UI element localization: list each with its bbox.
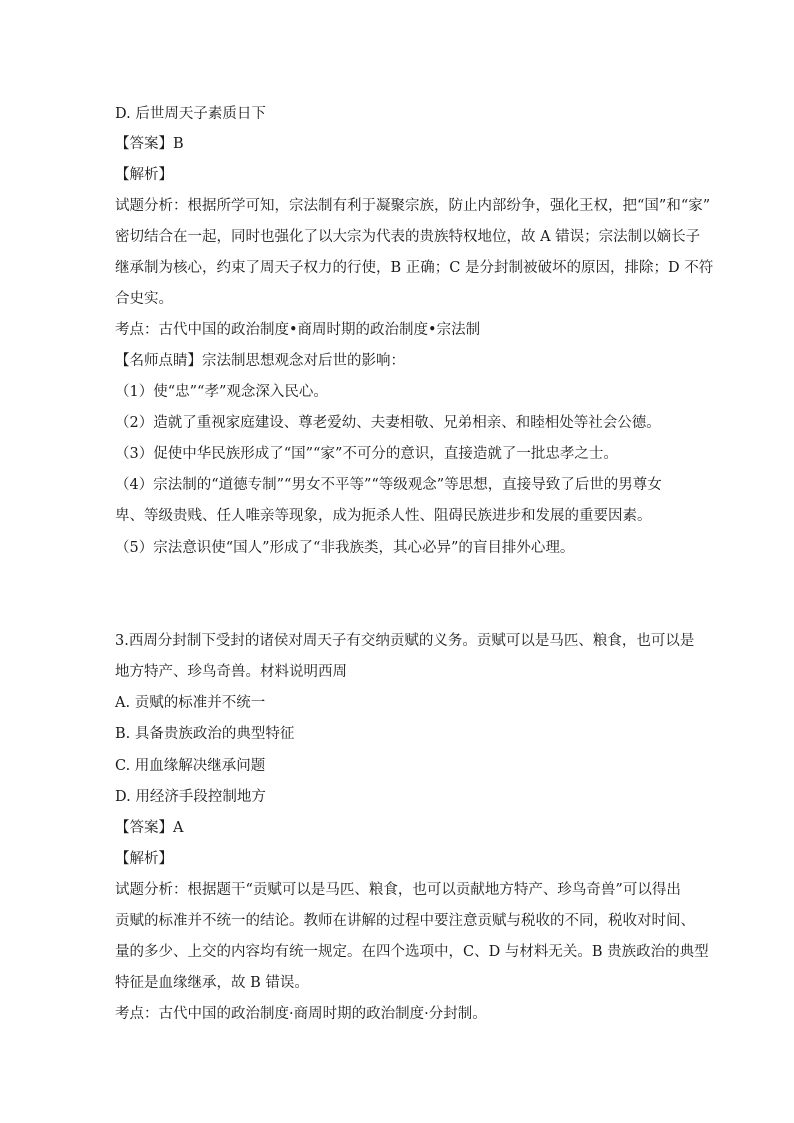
q3-option-a: A. 贡赋的标准并不统一 xyxy=(115,695,266,711)
q3-stem-line: 3.西周分封制下受封的诸侯对周天子有交纳贡赋的义务。贡赋可以是马匹、粮食，也可以是 xyxy=(115,633,695,649)
q2-option-d: D. 后世周天子素质日下 xyxy=(115,106,266,122)
q2-analysis-heading: 【解析】 xyxy=(115,167,173,183)
q3-analysis-line: 贡赋的标准并不统一的结论。教师在讲解的过程中要注意贡赋与税收的不同，税收对时间、 xyxy=(115,913,695,929)
q3-stem-line: 地方特产、珍鸟奇兽。材料说明西周 xyxy=(115,664,347,680)
q2-analysis-line: 继承制为核心，约束了周天子权力的行使，B 正确；C 是分封制被破坏的原因，排除；D 不符 xyxy=(115,260,714,276)
q2-tip-item: （4）宗法制的“道德专制”“男女不平等”“等级观念”等思想，直接导致了后世的男尊女 xyxy=(115,477,662,493)
q3-answer: 【答案】A xyxy=(115,820,184,836)
q3-analysis-line: 试题分析：根据题干“贡赋可以是马匹、粮食，也可以贡献地方特产、珍鸟奇兽”可以得出 xyxy=(115,882,681,898)
q2-analysis-line: 密切结合在一起，同时也强化了以大宗为代表的贵族特权地位，故 A 错误；宗法制以嫡长子 xyxy=(115,229,701,245)
q3-analysis-line: 量的多少、上交的内容均有统一规定。在四个选项中，C、D 与材料无关。B 贵族政治的典型 xyxy=(115,944,709,960)
q2-analysis-line: 试题分析：根据所学可知，宗法制有利于凝聚宗族，防止内部纷争，强化王权，把“国”和“家” xyxy=(115,198,711,214)
q3-option-c: C. 用血缘解决继承问题 xyxy=(115,758,266,774)
q3-analysis-line: 特征是血缘继承，故 B 错误。 xyxy=(115,975,309,991)
q3-analysis-heading: 【解析】 xyxy=(115,851,173,867)
q2-tip-item: 卑、等级贵贱、任人唯亲等现象，成为扼杀人性、阻碍民族进步和发展的重要因素。 xyxy=(115,508,652,524)
q3-kaodian: 考点：古代中国的政治制度·商周时期的政治制度·分封制。 xyxy=(115,1006,487,1022)
q2-tip-item: （3）促使中华民族形成了“国”“家”不可分的意识，直接造就了一批忠孝之士。 xyxy=(115,446,618,462)
q2-analysis-line: 合史实。 xyxy=(115,291,173,307)
q2-kaodian: 考点：古代中国的政治制度•商周时期的政治制度•宗法制 xyxy=(115,322,481,338)
q3-option-b: B. 具备贵族政治的典型特征 xyxy=(115,726,295,742)
q2-tip-item: （5）宗法意识使“国人”形成了“非我族类，其心必异”的盲目排外心理。 xyxy=(115,540,575,556)
q3-option-d: D. 用经济手段控制地方 xyxy=(115,789,266,805)
q2-tip-item: （1）使“忠”“孝”观念深入民心。 xyxy=(115,384,328,400)
q2-answer: 【答案】B xyxy=(115,136,184,152)
q2-tip-item: （2）造就了重视家庭建设、尊老爱幼、夫妻相敬、兄弟相亲、和睦相处等社会公德。 xyxy=(115,415,661,431)
q2-teacher-tip: 【名师点睛】宗法制思想观念对后世的影响： xyxy=(115,353,405,369)
